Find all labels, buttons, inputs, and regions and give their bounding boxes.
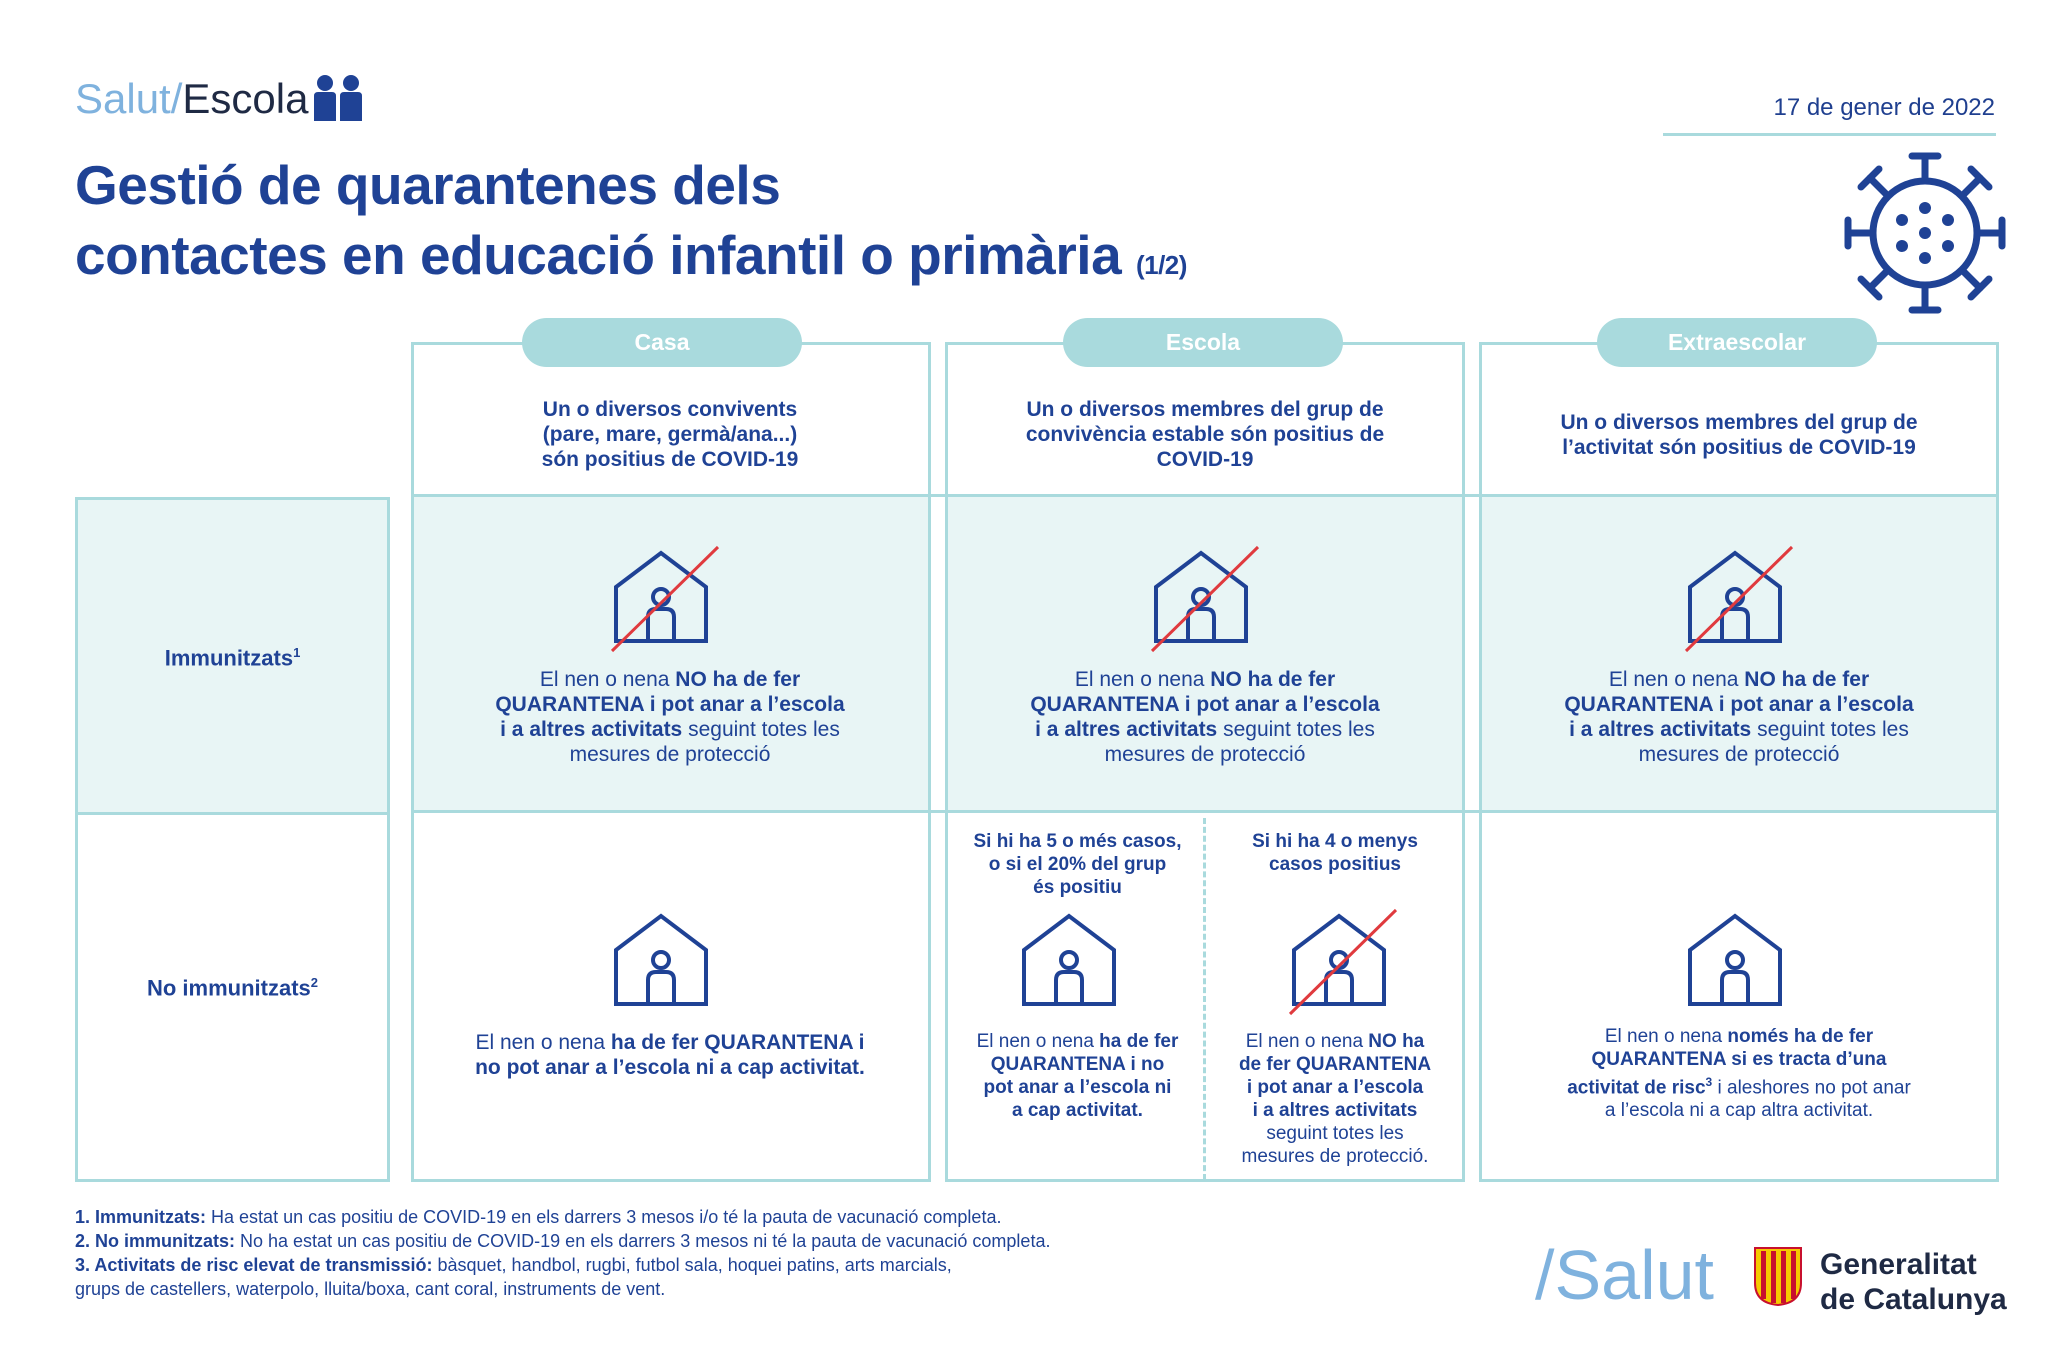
salut-logo: /Salut: [1535, 1236, 1714, 1314]
footnote-3-cont: grups de castellers, waterpolo, lluita/boxa, cant coral, instruments de vent.: [75, 1279, 666, 1299]
date-divider: [1663, 133, 1996, 136]
grid-line-top: [411, 494, 1999, 497]
date-label: 17 de gener de 2022: [1773, 94, 1995, 121]
tab-casa: Casa: [522, 318, 802, 367]
title-line-1: Gestió de quarantenes dels: [75, 154, 781, 216]
tab-extraescolar: Extraescolar: [1597, 318, 1877, 367]
row-label-no-immunitzats: No immunitzats$^2$: [146, 975, 319, 1001]
title-line-2: contactes en educació infantil o primària: [75, 224, 1122, 286]
header-escola: Un o diversos membres del grup de convivència estable són positius de COVID-19: [1025, 398, 1385, 471]
house-person-icon: [610, 908, 722, 1018]
brand-escola: Escola: [182, 75, 309, 122]
escola-subhead-5-or-more: Si hi ha 5 o més casos, o si el 20% del grup és positiu: [973, 831, 1182, 898]
header-extraescolar: Un o diversos membres del grup de l’activitat són positius de COVID-19: [1560, 411, 1918, 459]
no-immune-text-extraescolar: El nen o nena només ha de fer QUARANTENA si es tracta d’una activitat de risc$^3$ i aleshores no pot anar a l’escola ni a cap altra activitat.: [1567, 1026, 1911, 1122]
brand-salut-escola: [75, 75, 309, 122]
no-immune-text-escola-a: El nen o nena ha de fer QUARANTENA i no pot anar a l’escola ni a cap activitat.: [976, 1031, 1179, 1121]
footnote-1: 1. Immunitzats: Ha estat un cas positiu de COVID-19 en els darrers 3 mesos i/o té la pauta de vacunació completa.: [75, 1207, 1002, 1227]
title-part: (1/2): [1135, 250, 1187, 280]
grid-line-middle: [411, 810, 1999, 813]
immune-text-escola: El nen o nena NO ha de fer QUARANTENA i pot anar a l’escola i a altres activitats seguint totes les mesures de protecció: [1030, 668, 1380, 766]
header-casa: Un o diversos convivents (pare, mare, germà/ana...) són positius de COVID-19: [541, 398, 799, 471]
house-person-crossed-icon: [1150, 545, 1262, 655]
immune-text-extraescolar: El nen o nena NO ha de fer QUARANTENA i pot anar a l’escola i a altres activitats seguint totes les mesures de protecció: [1564, 668, 1914, 766]
no-immune-text-casa: El nen o nena ha de fer QUARANTENA i no pot anar a l’escola ni a cap activitat.: [475, 1031, 865, 1079]
page-title: [75, 150, 1187, 300]
house-person-crossed-icon: [1288, 908, 1400, 1018]
brand-salut: Salut/: [75, 75, 183, 122]
row-label-immunitzats: Immunitzats$^1$: [164, 645, 301, 671]
escola-subhead-4-or-fewer: Si hi ha 4 o menys casos positius: [1252, 831, 1418, 875]
footnote-2: 2. No immunitzats: No ha estat un cas positiu de COVID-19 en els darrers 3 mesos ni té la pauta de vacunació completa.: [75, 1231, 1051, 1251]
house-person-icon: [1684, 908, 1796, 1018]
tab-escola: Escola: [1063, 318, 1343, 367]
escola-divider: [1203, 818, 1206, 1180]
gencat-shield-icon: [1752, 1245, 1804, 1307]
footnote-3: 3. Activitats de risc elevat de transmissió: bàsquet, handbol, rugbi, futbol sala, hoquei patins, arts marcials,: [75, 1255, 952, 1275]
immune-text-casa: El nen o nena NO ha de fer QUARANTENA i pot anar a l’escola i a altres activitats seguint totes les mesures de protecció: [495, 668, 845, 766]
house-person-crossed-icon: [610, 545, 722, 655]
virus-icon: [1840, 148, 2010, 318]
gencat-logo-text: Generalitat de Catalunya: [1820, 1248, 2007, 1316]
house-person-icon: [1018, 908, 1130, 1018]
footnotes: [75, 1205, 1050, 1301]
no-immune-text-escola-b: El nen o nena NO ha de fer QUARANTENA i pot anar a l’escola i a altres activitats seguint totes les mesures de protecció.: [1238, 1031, 1432, 1167]
house-person-crossed-icon: [1684, 545, 1796, 655]
people-icon: [312, 74, 364, 122]
